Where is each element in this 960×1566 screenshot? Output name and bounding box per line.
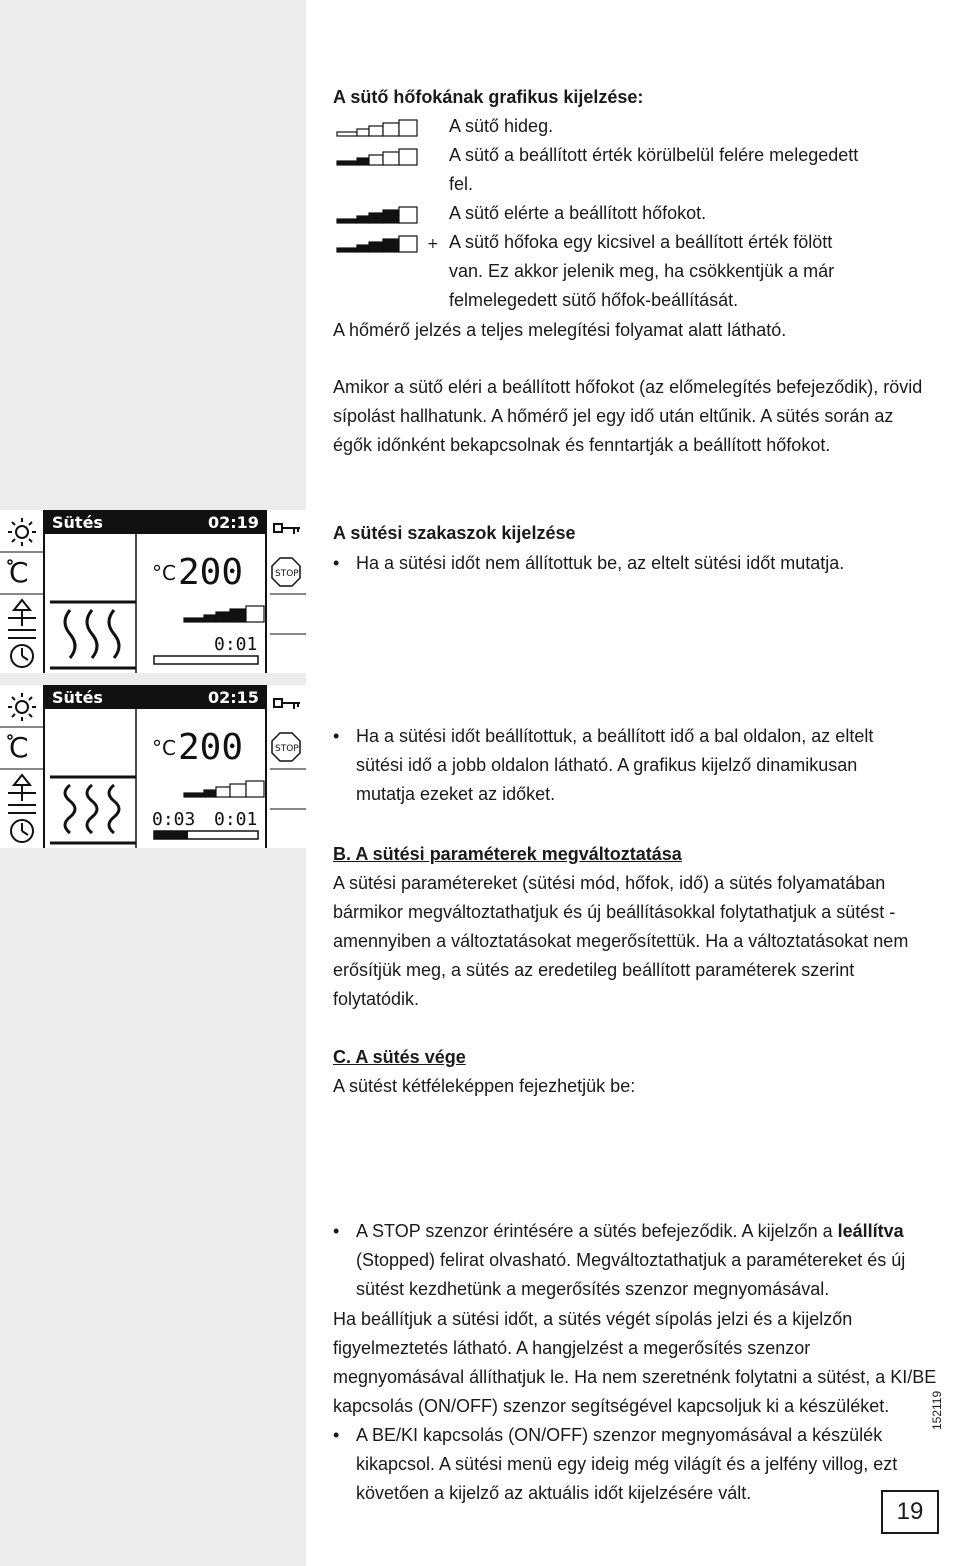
thermo-bar [337,161,357,165]
legend-row-above [333,228,933,315]
section-c-outro: Ha beállítjuk a sütési időt, a sütés végét sípolás jelzi és a kijelzőn figyelmeztetés látható. A hangjelzést a megerősítés szenzor megnyomásával állíthatjuk le. Ha nem szeretnénk folytatni a sütést, a KI/BE kapcsolás (ON/OFF) szenzor segítségével kapcsoljuk ki a készüléket. [333,1309,937,1416]
legend-text-half-1: A sütő a beállított érték körülbelül felére melegedett [449,145,859,165]
unit-label: °C [152,736,176,760]
section-c-heading: C. A sütés vége [333,1047,466,1067]
thermo-bar [357,158,369,165]
thermo-bar [369,126,383,136]
preheat-paragraph: Amikor a sütő eléri a beállított hőfokot (az előmelegítés befejeződik), rövid sípolást hallhatunk. A hőmérő jel egy idő után eltűnik. A sütés során az égők időnként bekapcsolnak és fenntartják a beállított hőfokot. [333,377,923,455]
indicator-note: A hőmérő jelzés a teljes melegítési folyamat alatt látható. [333,320,787,340]
thermo-bar [399,149,417,165]
bullet1-text-b: (Stopped) felirat olvasható. Megváltoztathatjuk a paramétereket és új sütést kezdhetünk a megerősítés szenzor megnyomásával. [356,1250,906,1299]
thermo-bar [357,245,369,252]
thermo-bar [369,213,383,223]
thermo-bar [246,606,264,622]
thermo-bar [383,239,399,252]
section-b-heading: B. A sütési paraméterek megváltoztatása [333,844,682,864]
clock-label: 02:15 [208,688,259,707]
elapsed-time: 0:01 [214,809,258,830]
section-b-body: A sütési paramétereket (sütési mód, hőfok, idő) a sütés folyamatában bármikor megváltoztathatjuk és új beállításokkal folytathatjuk a sütést - amennyiben a változtatásokat megerősítettük. Ha a változtatásokat nem erősítjük meg, a sütés az eredetileg beállított paraméterek szerint folytatódik. [333,873,909,1009]
bullet1-bold: leállítva [837,1221,904,1241]
legend-text-above-2: van. Ez akkor jelenik meg, ha csökkentjük a már [449,261,835,281]
thermo-bar [357,216,369,223]
bullet1-text-a: A STOP szenzor érintésére a sütés befejeződik. A kijelzőn a [356,1221,838,1241]
legend-text-above-3: felmelegedett sütő hőfok-beállítását. [449,290,739,310]
indicator-title: A sütő hőfokának grafikus kijelzése: [333,87,644,107]
thermo-bar [337,219,357,223]
legend-text-half-2: fel. [449,174,474,194]
stop-label: STOP [275,744,299,754]
thermo-bar [399,207,417,223]
phases-bullet-1: • Ha a sütési időt nem állítottuk be, az eltelt sütési időt mutatja. [333,549,956,578]
thermo-bar [383,152,399,165]
page-number: 19 [881,1490,939,1534]
thermo-bar [383,210,399,223]
progress-fill [154,831,188,839]
legend-text-reached: A sütő elérte a beállított hőfokot. [449,203,707,223]
elapsed-time: 0:01 [214,634,258,655]
thermo-bar [184,618,204,622]
mode-label: Sütés [52,513,103,532]
plus-sign: + [427,236,439,252]
phases-bullet-2: • Ha a sütési időt beállítottuk, a beállított idő a bal oldalon, az eltelt sütési idő a jobb oldalon látható. A grafikus kijelző dinamikusan mutatja ezeket az időket. [333,722,916,809]
legend-text-cold: A sütő hideg. [449,116,554,136]
thermo-bar [204,790,216,797]
thermo-bar [383,123,399,136]
section-c-bullet-1 [333,1217,926,1304]
thermo-bar [399,236,417,252]
oven-display-2 [0,685,306,848]
legend-row-half [333,141,933,199]
lcd-screen [0,510,306,673]
thermo-bar [337,132,357,136]
section-c-intro: A sütést kétféleképpen fejezhetjük be: [333,1076,636,1096]
thermo-bar [369,242,383,252]
stop-label: STOP [275,569,299,579]
thermo-bar [184,793,204,797]
unit-label: °C [152,561,176,585]
lcd-screen [0,685,306,848]
legend-text-above-1: A sütő hőfoka egy kicsivel a beállított érték fölött [449,232,833,252]
temperature-icon: C [9,731,29,764]
thermo-bar [216,612,230,622]
phases-title: A sütési szakaszok kijelzése [333,523,576,543]
oven-display-1 [0,510,306,673]
thermo-bar [337,248,357,252]
thermo-level-0-icon [337,116,427,138]
thermo-level-plus-icon [337,232,437,254]
thermo-bar [399,120,417,136]
mode-label: Sütés [52,688,103,707]
temp-value: 200 [178,727,244,768]
thermo-level-4-icon [337,203,427,225]
clock-label: 02:19 [208,513,259,532]
thermo-bar [204,615,216,622]
thermo-bar [357,129,369,136]
section-c-bullet-2: • A BE/KI kapcsolás (ON/OFF) szenzor megnyomásával a készülék kikapcsol. A sütési menü egy ideig még világít és a jelfény villog, ezt követően a kijelző az aktuális időt kijelzésére vált. [333,1421,956,1508]
thermo-bar [230,784,246,797]
document-code: 152119 [930,1390,944,1430]
temp-value: 200 [178,552,244,593]
thermo-bar [246,781,264,797]
set-time: 0:03 [152,809,196,830]
thermo-bar [369,155,383,165]
legend-row-cold [333,112,933,141]
temperature-icon: C [9,556,29,589]
thermo-bar [216,787,230,797]
legend-row-reached [333,199,933,228]
thermo-bar [230,609,246,622]
thermo-level-2-icon [337,145,427,167]
